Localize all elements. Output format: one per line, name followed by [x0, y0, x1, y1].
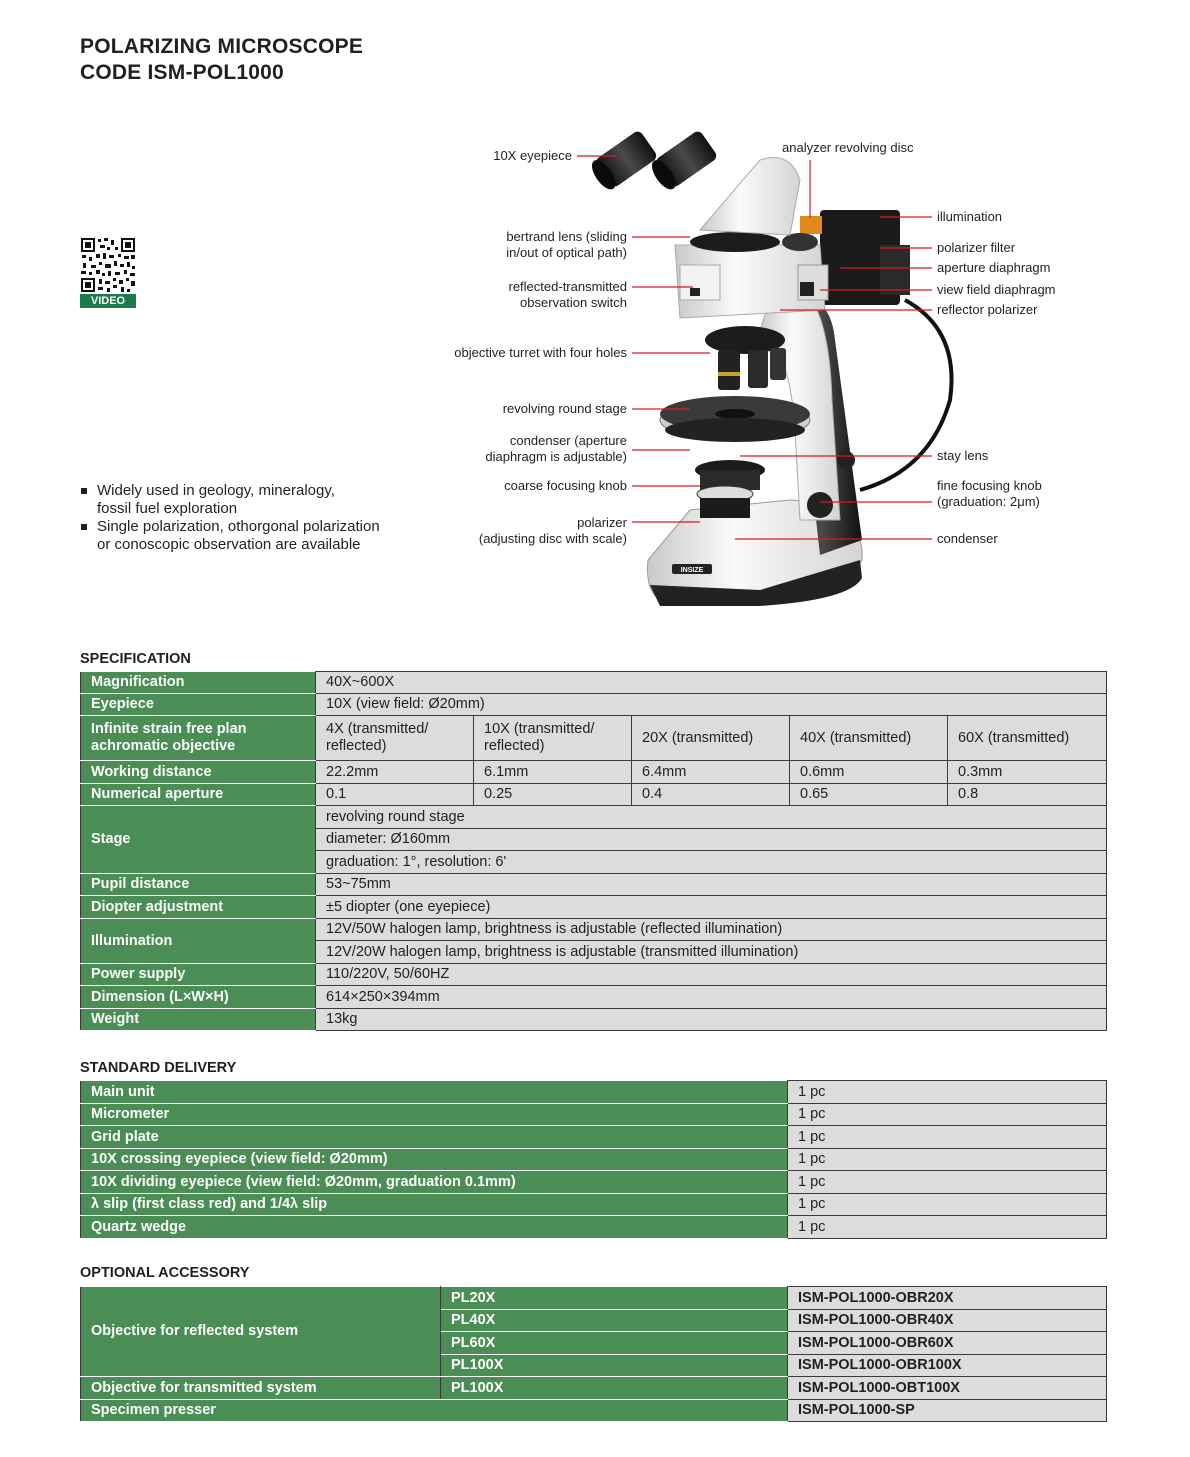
delivery-table: [80, 1080, 1107, 1239]
table-row: Working distance 22.2mm 6.1mm 6.4mm 0.6mm 0.3mm: [81, 761, 1107, 784]
table-row: PL60X ISM-POL1000-OBR60X: [81, 1332, 1107, 1355]
callout-analyzer-disc: analyzer revolving disc: [782, 140, 914, 155]
title-line-1: POLARIZING MICROSCOPE: [80, 35, 364, 58]
table-row: λ slip (first class red) and 1/4λ slip 1 pc: [81, 1194, 1107, 1216]
table-row: Weight 13kg: [81, 1009, 1107, 1031]
callout-aperture-diaphragm: aperture diaphragm: [937, 260, 1051, 275]
spec-heading: SPECIFICATION: [80, 651, 191, 667]
title-line-2: CODE ISM-POL1000: [80, 61, 284, 84]
table-row: Illumination 12V/50W halogen lamp, brightness is adjustable (reflected illumination): [81, 919, 1107, 941]
table-row: 10X crossing eyepiece (view field: Ø20mm) 1 pc: [81, 1149, 1107, 1171]
callout-condenser-aperture: condenser (aperture diaphragm is adjustable): [485, 433, 627, 464]
table-row: Quartz wedge 1 pc: [81, 1216, 1107, 1239]
table-row: Grid plate 1 pc: [81, 1126, 1107, 1149]
callout-round-stage: revolving round stage: [502, 401, 627, 416]
table-row: Diopter adjustment ±5 diopter (one eyepiece): [81, 896, 1107, 919]
table-row: Dimension (L×W×H) 614×250×394mm: [81, 986, 1107, 1009]
feature-item: Widely used in geology, mineralogy, fossil fuel exploration: [80, 482, 380, 518]
callout-observation-switch: reflected-transmitted observation switch: [508, 279, 627, 310]
feature-item: Single polarization, othorgonal polarization or conoscopic observation are available: [80, 518, 380, 554]
table-row: Infinite strain free plan achromatic objective 4X (transmitted/ reflected) 10X (transmitted/ reflected) 20X (transmitted) 40X (transmitted) 60X (transmitted): [81, 716, 1107, 761]
callout-condenser: condenser: [937, 531, 998, 546]
table-row: Objective for transmitted system PL100X ISM-POL1000-OBT100X: [81, 1377, 1107, 1400]
table-row: Magnification 40X~600X: [81, 672, 1107, 694]
table-row: Eyepiece 10X (view field: Ø20mm): [81, 694, 1107, 716]
optional-heading: OPTIONAL ACCESSORY: [80, 1265, 250, 1281]
callout-view-field-diaphragm: view field diaphragm: [937, 282, 1056, 297]
callout-objective-turret: objective turret with four holes: [454, 345, 627, 360]
table-row: Numerical aperture 0.1 0.25 0.4 0.65 0.8: [81, 784, 1107, 806]
spec-table: [80, 671, 1107, 1031]
callout-coarse-knob: coarse focusing knob: [504, 478, 627, 493]
callout-bertrand-lens: bertrand lens (sliding in/out of optical path): [506, 229, 627, 260]
table-row: Specimen presser ISM-POL1000-SP: [81, 1400, 1107, 1422]
table-row: Power supply 110/220V, 50/60HZ: [81, 964, 1107, 986]
table-row: PL40X ISM-POL1000-OBR40X: [81, 1310, 1107, 1332]
delivery-heading: STANDARD DELIVERY: [80, 1060, 237, 1076]
callout-fine-knob: fine focusing knob (graduation: 2μm): [937, 478, 1042, 509]
callout-polarizer-filter: polarizer filter: [937, 240, 1016, 255]
callout-stay-lens: stay lens: [937, 448, 989, 463]
optional-table: [80, 1286, 1107, 1422]
brand-logo-text: INSIZE: [680, 567, 704, 574]
table-row: Main unit 1 pc: [81, 1081, 1107, 1104]
table-row: 10X dividing eyepiece (view field: Ø20mm, graduation 0.1mm) 1 pc: [81, 1171, 1107, 1194]
callout-eyepiece: 10X eyepiece: [493, 148, 572, 163]
qr-video-label: VIDEO: [90, 295, 126, 307]
table-row: Objective for reflected system PL20X ISM-POL1000-OBR20X: [81, 1287, 1107, 1310]
callout-reflector-polarizer: reflector polarizer: [937, 302, 1038, 317]
table-row: graduation: 1°, resolution: 6': [81, 851, 1107, 874]
table-row: diameter: Ø160mm: [81, 829, 1107, 851]
table-row: PL100X ISM-POL1000-OBR100X: [81, 1355, 1107, 1377]
table-row: Stage revolving round stage: [81, 806, 1107, 829]
table-row: Micrometer 1 pc: [81, 1104, 1107, 1126]
callout-illumination: illumination: [937, 209, 1003, 224]
table-row: 12V/20W halogen lamp, brightness is adjustable (transmitted illumination): [81, 941, 1107, 964]
table-row: Pupil distance 53~75mm: [81, 874, 1107, 896]
callout-polarizer: polarizer (adjusting disc with scale): [478, 515, 627, 546]
